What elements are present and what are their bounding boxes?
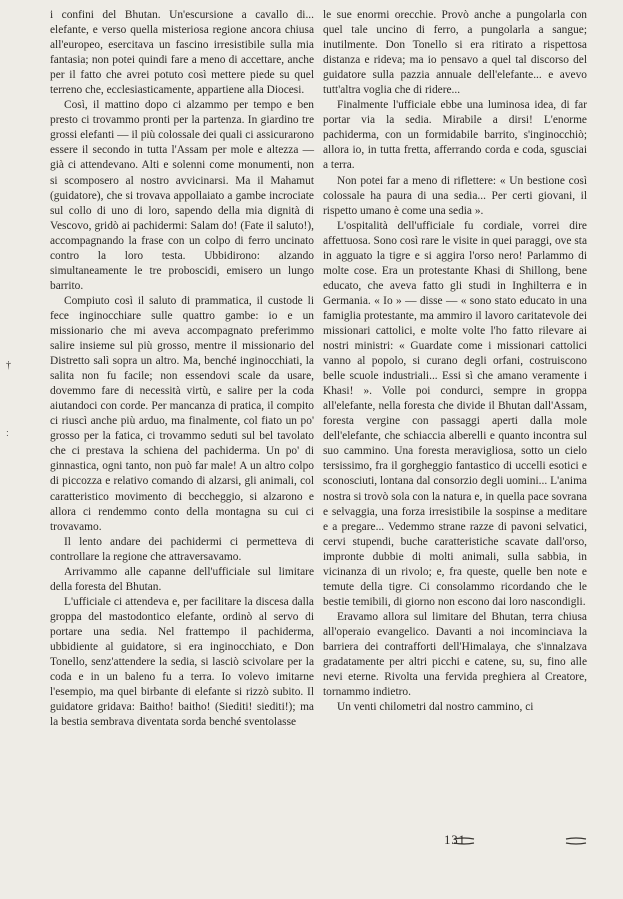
margin-mark: ː xyxy=(6,428,9,439)
margin-mark: † xyxy=(6,360,11,371)
right-text-column xyxy=(323,8,587,715)
paragraph: Il lento andare dei pachidermi ci permetteva di controllare la regione che attraversavamo. xyxy=(50,535,314,563)
paragraph: Compiuto così il saluto di prammatica, il custode li fece inginocchiare sulle quattro gambe: io e un missionario che mi aveva accompagnato preferimmo salire insieme sul più grosso, mentre il missionario del Distretto salì sopra un altro. Ma, benché inginocchiati, la salita non fu facile; non essendovi scale da usare, dovemmo fare di necessità virtù, e salire per la coda aiutandoci con corde. Per mancanza di pratica, il compito ci riuscì anche più arduo, ma finalmente, col fiato un po' grosso per la fatica, ci trovammo seduti sul bel tavolato che ci prestava la schiena del pachiderma. Un po' di ginnastica, ogni tanto, non può far male! A un altro colpo di piccozza e relativo comando di alzarsi, gli animali, col caratteristico movimento di beccheggio, si alzarono e allora ci rendemmo conto della montagna su cui ci trovavamo. xyxy=(50,294,314,533)
paragraph: Arrivammo alle capanne dell'ufficiale sul limitare della foresta del Bhutan. xyxy=(50,565,314,593)
paragraph: le sue enormi orecchie. Provò anche a pungolarla con quel tale uncino di ferro, a pungolarla a sangue; inutilmente. Don Tonello si era ritirato a rispettosa distanza e rideva; ma io pensavo a quel tal discorso del guidatore sulla pazzia annuale dell'elefante... e avevo tutt'altra voglia che di ridere... xyxy=(323,9,587,97)
paragraph: Un venti chilometri dal nostro cammino, ci xyxy=(337,701,534,714)
paragraph: L'ospitalità dell'ufficiale fu cordiale, vorrei dire affettuosa. Sono così rare le visite in quei paraggi, ove sta in agguato la tigre e si aggira l'orso nero! Parlammo di molte cose. Era un protestante Khasi di Shillong, bene educato, che aveva fatto gli studi in Inghilterra e in Germania. « Io » — disse — « sono stato educato in una famiglia protestante, ma ammiro il lavoro caritatevole dei missionari cattolici, e molte volte l'ho fatto rilevare ai nostri ministri: « Guardate come i missionari cattolici vanno al popolo, si curano degli orfani, costruiscono belle scuole industriali... Essi sì che amano veramente i Khasi! ». Volle poi condurci, sempre in groppa all'elefante, nella foresta che divide il Bhutan dall'Assam, foresta vergine con passaggi aperti dalla mole dell'elefante, che schiaccia alberelli e quanto incontra sul suo cammino. Una foresta meravigliosa, sotto un cielo tersissimo, fra il gorgheggio fantastico di uccelli esotici e sconosciuti, lontana dal consorzio degli uomini... L'anima nostra si trovò sola con la natura e, in quella pace sovrana e selvaggia, una forza irresistibile la sospinse a meditare e a pregare... Vedemmo strane razze di pavoni selvatici, cervi stupendi, buche caratteristiche scavate dall'orso, impronte dubbie di molti animali, sulla sabbia, in vicinanza di un rivolo; e, fra queste, quelle ben note e temute della tigre. Ci consolammo ricordando che le bestie temibili, di giorno non escono dai loro nascondigli. xyxy=(323,219,587,608)
page-footer xyxy=(323,832,587,852)
left-text-column xyxy=(50,8,314,730)
ornament-icon xyxy=(565,836,587,846)
page-number: 131 xyxy=(444,833,466,847)
paragraph: L'ufficiale ci attendeva e, per facilitare la discesa dalla groppa del mastodontico elefante, ordinò al servo di portare una sedia. Nel frattempo il pachiderma, ubbidiente al guidatore, si era inginocchiato, e Don Tonello, senz'attendere la sedia, si lasciò scivolare per la coda e in un baleno fu a terra. Io volevo imitarne l'esempio, ma quel birbante di elefante si rizzò subito. Il guidatore gridava: Baitho! baitho! (Siediti! siediti!); ma la bestia sembrava diventata sorda benché sventolasse xyxy=(50,595,314,729)
paragraph: Così, il mattino dopo ci alzammo per tempo e ben presto ci trovammo pronti per la partenza. In giardino tre grossi elefanti — il più colossale dei quali ci assicurarono essere il secondo in tutta l'Assam per mole e altezza — già ci attendevano. Alti e solenni come monumenti, non si scomposero al nostro avvicinarsi. Ma il Mahamut (guidatore), che si trovava appollaiato a gambe incrociate sul collo di uno di loro, sapendo della mia dignità di Vescovo, gridò ai pachidermi: Salam do! (Fate il saluto!), accompagnando la frase con un colpo di ferro uncinato contro la loro testa. Ubbidirono: alzando simultaneamente le tre proboscidi, emisero un lungo barrito. xyxy=(50,99,314,292)
paragraph: Eravamo allora sul limitare del Bhutan, terra chiusa all'operaio evangelico. Davanti a noi incominciava la barriera dei contrafforti dell'Himalaya, che s'innalzava gradatamente per altri picchi e catene, su, su, fino alle nevi eterne. Rivolta una fervida preghiera al Creatore, tornammo indietro. xyxy=(323,610,587,699)
paragraph: Non potei far a meno di riflettere: « Un bestione così colossale ha paura di una sedia... Per certi giovani, il rispetto umano è come una sedia ». xyxy=(323,174,587,217)
paragraph: Finalmente l'ufficiale ebbe una luminosa idea, di far portar via la sedia. Mirabile a dirsi! L'enorme pachiderma, con un formidabile barrito, s'inginocchiò; allora io, in tutta fretta, afferrando corda e coda, sgusciai a terra. xyxy=(323,99,587,172)
paragraph: i confini del Bhutan. Un'escursione a cavallo di... elefante, e verso quella misteriosa regione ancora chiusa all'europeo, esercitava un fascino irresistibile sulla mia fantasia; non potei quindi fare a meno di accettare, anche per il fatto che avrei potuto così mettere piede su quel terreno che, ecclesiasticamente, appartiene alla Diocesi. xyxy=(50,9,314,97)
